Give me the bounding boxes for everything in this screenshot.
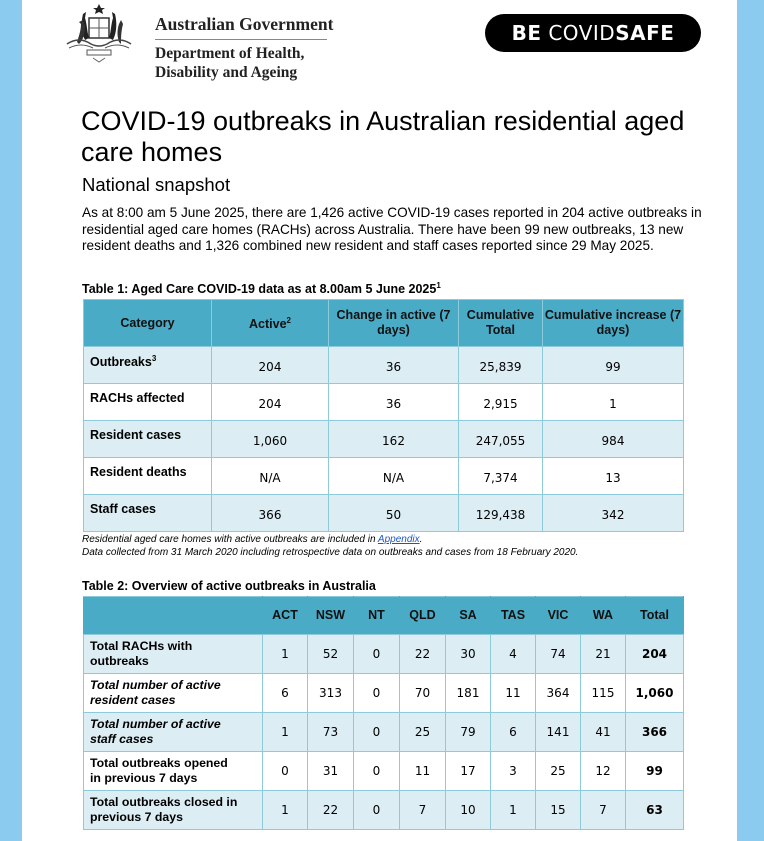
col-header-category: Category	[84, 300, 212, 347]
cell-wa: 7	[581, 791, 626, 830]
cell-nt: 0	[354, 752, 400, 791]
cell-qld: 25	[400, 713, 446, 752]
col-header-sa: SA	[446, 597, 491, 635]
col-header-qld: QLD	[400, 597, 446, 635]
cell-tas: 1	[491, 791, 536, 830]
col-header-cumulative: Cumulative Total	[459, 300, 543, 347]
col-header-wa: WA	[581, 597, 626, 635]
table-row	[84, 713, 684, 752]
table-row	[84, 421, 684, 458]
col-header-tas: TAS	[491, 597, 536, 635]
col-header-nt: NT	[354, 597, 400, 635]
be-covidsafe-badge	[485, 14, 701, 52]
active-header-text: Active	[249, 317, 287, 332]
cell-nt: 0	[354, 713, 400, 752]
cell-qld: 22	[400, 635, 446, 674]
cell-tas: 11	[491, 674, 536, 713]
cell-increase: 984	[543, 421, 684, 458]
cell-cumulative: 129,438	[459, 495, 543, 532]
badge-covid: COVID	[548, 21, 616, 45]
row-category	[84, 347, 212, 384]
cell-nsw: 31	[308, 752, 354, 791]
data-collection-note: Data collected from 31 March 2020 including retrospective data on outbreaks and cases from 18 February 2020.	[82, 547, 579, 558]
section-subtitle: National snapshot	[82, 174, 231, 195]
cell-active: 204	[212, 347, 329, 384]
row-label	[84, 635, 263, 674]
intro-paragraph: As at 8:00 am 5 June 2025, there are 1,426 active COVID-19 cases reported in 204 active outbreaks in residential aged care homes (RACHs) across Australia. There have been 99 new outbreaks, 13 new resident deaths and 1,326 combined new resident and staff cases reported since 29 May 2025.	[82, 205, 702, 253]
cell-act: 6	[263, 674, 308, 713]
cell-sa: 17	[446, 752, 491, 791]
cell-increase: 13	[543, 458, 684, 495]
government-logo-text	[155, 14, 333, 82]
cell-nsw: 52	[308, 635, 354, 674]
cell-qld: 70	[400, 674, 446, 713]
aged-care-data-table	[83, 299, 684, 532]
row-label-line1: Total outbreaks closed in	[90, 795, 238, 809]
cell-tas: 6	[491, 713, 536, 752]
cell-nsw: 73	[308, 713, 354, 752]
table2-caption: Table 2: Overview of active outbreaks in Australia	[82, 579, 376, 593]
cell-sa: 10	[446, 791, 491, 830]
cell-total: 63	[626, 791, 684, 830]
cell-vic: 141	[536, 713, 581, 752]
row-label	[84, 674, 263, 713]
cell-tas: 3	[491, 752, 536, 791]
appendix-link[interactable]: Appendix	[377, 534, 420, 545]
col-header-change: Change in active (7 days)	[329, 300, 459, 347]
row-label-line1: Total number of active	[90, 678, 221, 692]
cell-active: 366	[212, 495, 329, 532]
col-header-act: ACT	[263, 597, 308, 635]
row-label	[84, 791, 263, 830]
cell-nt: 0	[354, 635, 400, 674]
cell-change: 162	[329, 421, 459, 458]
table-row	[84, 752, 684, 791]
row-label-line2: in previous 7 days	[90, 771, 198, 785]
cell-vic: 15	[536, 791, 581, 830]
cell-total: 204	[626, 635, 684, 674]
cell-total: 1,060	[626, 674, 684, 713]
cell-wa: 115	[581, 674, 626, 713]
row-label	[84, 713, 263, 752]
row-category: RACHs affected	[84, 384, 212, 421]
category-footnote: 3	[151, 354, 157, 363]
cell-increase: 1	[543, 384, 684, 421]
cell-cumulative: 2,915	[459, 384, 543, 421]
cell-sa: 79	[446, 713, 491, 752]
row-label-line2: staff cases	[90, 732, 154, 746]
row-label-line1: Total number of active	[90, 717, 221, 731]
cell-vic: 25	[536, 752, 581, 791]
cell-cumulative: 25,839	[459, 347, 543, 384]
cell-vic: 74	[536, 635, 581, 674]
badge-be: BE	[511, 21, 542, 45]
table-row	[84, 495, 684, 532]
row-label-line1: Total RACHs with	[90, 639, 193, 653]
table1-header-row	[84, 300, 684, 347]
col-header-increase: Cumulative increase (7 days)	[543, 300, 684, 347]
col-header-nsw: NSW	[308, 597, 354, 635]
row-label-line2: outbreaks	[90, 654, 149, 668]
cell-total: 99	[626, 752, 684, 791]
table-row	[84, 791, 684, 830]
cell-wa: 12	[581, 752, 626, 791]
table-row	[84, 384, 684, 421]
department-name-line2: Disability and Ageing	[155, 64, 298, 81]
table-row	[84, 458, 684, 495]
cell-nsw: 22	[308, 791, 354, 830]
cell-change: 36	[329, 384, 459, 421]
cell-cumulative: 247,055	[459, 421, 543, 458]
table1-caption	[82, 278, 441, 297]
cell-change: N/A	[329, 458, 459, 495]
table-row	[84, 347, 684, 384]
col-header-blank	[84, 597, 263, 635]
cell-act: 1	[263, 635, 308, 674]
category-text: Outbreaks	[90, 355, 152, 370]
cell-total: 366	[626, 713, 684, 752]
cell-qld: 11	[400, 752, 446, 791]
appendix-note-text: Residential aged care homes with active outbreaks are included in	[82, 534, 378, 545]
cell-cumulative: 7,374	[459, 458, 543, 495]
cell-increase: 342	[543, 495, 684, 532]
department-name-line1: Department of Health,	[155, 45, 305, 62]
cell-wa: 41	[581, 713, 626, 752]
appendix-note-suffix: .	[419, 534, 423, 545]
row-label-line2: resident cases	[90, 693, 176, 707]
badge-safe: SAFE	[615, 21, 675, 45]
cell-nt: 0	[354, 674, 400, 713]
row-label	[84, 752, 263, 791]
cell-nsw: 313	[308, 674, 354, 713]
table1-notes	[82, 533, 578, 559]
cell-increase: 99	[543, 347, 684, 384]
row-category: Staff cases	[84, 495, 212, 532]
australian-coat-of-arms-icon	[59, 2, 139, 64]
col-header-total: Total	[626, 597, 684, 635]
page-title: COVID-19 outbreaks in Australian residential aged care homes	[81, 106, 685, 167]
cell-tas: 4	[491, 635, 536, 674]
cell-sa: 30	[446, 635, 491, 674]
row-label-line2: previous 7 days	[90, 810, 183, 824]
cell-wa: 21	[581, 635, 626, 674]
cell-vic: 364	[536, 674, 581, 713]
table1-caption-footnote: 1	[436, 281, 441, 290]
table1-caption-text: Table 1: Aged Care COVID-19 data as at 8.00am 5 June 2025	[82, 282, 437, 297]
cell-change: 36	[329, 347, 459, 384]
cell-act: 1	[263, 713, 308, 752]
cell-qld: 7	[400, 791, 446, 830]
cell-active: 1,060	[212, 421, 329, 458]
table2-header-row	[84, 597, 684, 635]
document-page	[22, 0, 737, 841]
col-header-vic: VIC	[536, 597, 581, 635]
col-header-active	[212, 300, 329, 347]
cell-sa: 181	[446, 674, 491, 713]
row-category: Resident cases	[84, 421, 212, 458]
table-row	[84, 635, 684, 674]
row-category: Resident deaths	[84, 458, 212, 495]
government-title: Australian Government	[155, 14, 334, 34]
row-label-line1: Total outbreaks opened	[90, 756, 228, 770]
table-row	[84, 674, 684, 713]
cell-active: N/A	[212, 458, 329, 495]
active-footnote: 2	[286, 316, 291, 326]
cell-active: 204	[212, 384, 329, 421]
cell-nt: 0	[354, 791, 400, 830]
logo-divider	[155, 39, 327, 40]
cell-act: 0	[263, 752, 308, 791]
appendix-note	[82, 533, 578, 546]
cell-change: 50	[329, 495, 459, 532]
active-outbreaks-table	[83, 596, 684, 830]
cell-act: 1	[263, 791, 308, 830]
